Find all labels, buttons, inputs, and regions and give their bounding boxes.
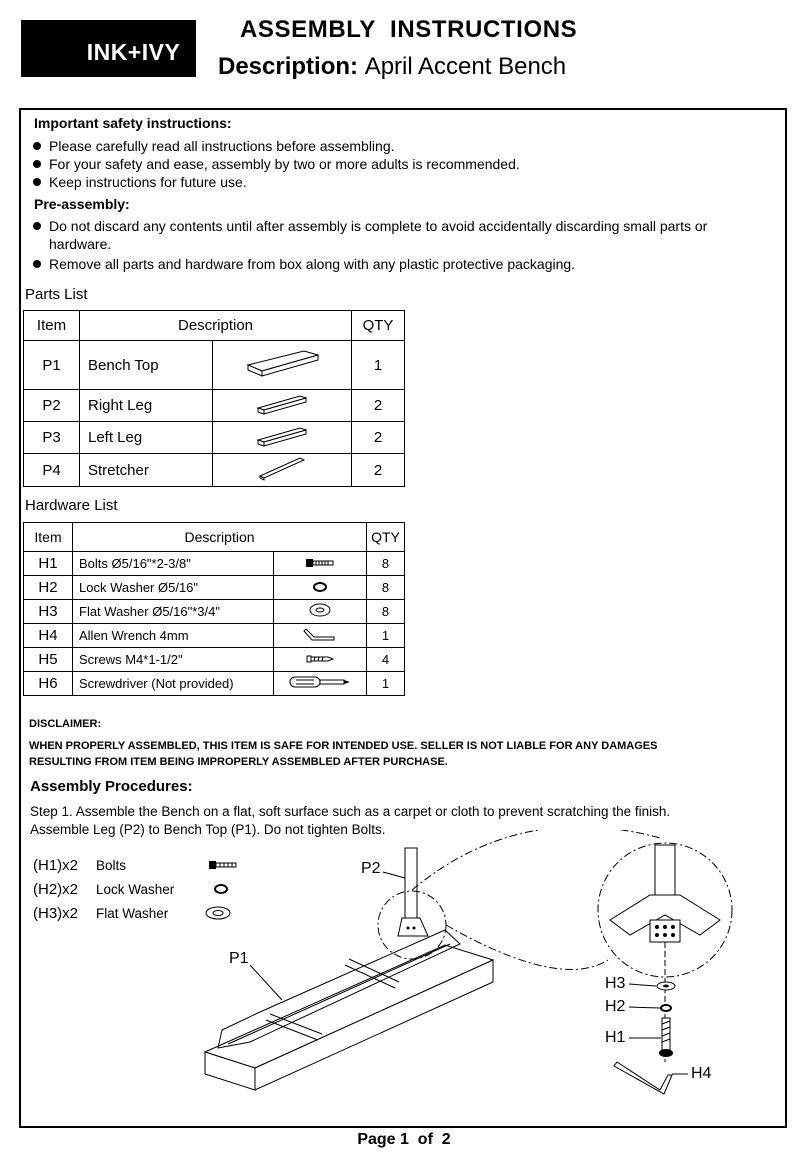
item-name: Screwdriver (Not provided) xyxy=(73,672,274,696)
bolt-icon xyxy=(274,552,367,576)
item-qty: 1 xyxy=(352,341,405,390)
item-code: H3 xyxy=(24,600,73,624)
bench-top-illustration xyxy=(213,341,352,390)
description-label: Description: xyxy=(218,53,359,80)
label-h4: H4 xyxy=(691,1065,712,1082)
table-row xyxy=(24,576,405,600)
disclaimer-line: WHEN PROPERLY ASSEMBLED, THIS ITEM IS SAFE FOR INTENDED USE. SELLER IS NOT LIABLE FOR ANY DAMAGES xyxy=(29,740,658,752)
plate-detail xyxy=(650,920,680,942)
safety-list xyxy=(33,137,520,191)
item-code: H6 xyxy=(24,672,73,696)
parts-list-label: Parts List xyxy=(25,286,88,303)
list-item: Keep instructions for future use. xyxy=(33,173,520,191)
hardware-table xyxy=(23,522,405,696)
description-value: April Accent Bench xyxy=(364,53,567,80)
disclaimer-title: DISCLAIMER: xyxy=(29,718,102,730)
table-row xyxy=(24,600,405,624)
bolt-hole xyxy=(407,927,410,930)
bolt-hole xyxy=(655,925,659,929)
item-code: P3 xyxy=(24,422,80,454)
item-name: Stretcher xyxy=(80,454,213,487)
label-h1: H1 xyxy=(605,1029,626,1046)
hardware-code: (H3)x2 xyxy=(33,904,79,922)
header-description: Description xyxy=(80,311,352,341)
lock-washer-part xyxy=(661,1005,671,1011)
leader-line xyxy=(629,1007,660,1008)
item-qty: 8 xyxy=(367,552,405,576)
hardware-list-label: Hardware List xyxy=(25,497,118,514)
flat-washer-hole xyxy=(663,985,669,988)
list-item: Please carefully read all instructions before assembling. xyxy=(33,137,520,155)
bolt-hole xyxy=(671,925,675,929)
left-leg-illustration xyxy=(213,422,352,454)
bolt-head xyxy=(659,1049,673,1057)
item-name: Screws M4*1-1/2" xyxy=(73,648,274,672)
label-p1: P1 xyxy=(229,950,249,967)
page-number: Page 1 of 2 xyxy=(357,1131,451,1148)
table-row xyxy=(24,648,405,672)
allen-wrench-part xyxy=(614,1062,672,1094)
hardware-name: Lock Washer xyxy=(96,881,175,897)
step-line: Assemble Leg (P2) to Bench Top (P1). Do not tighten Bolts. xyxy=(30,822,386,837)
item-qty: 4 xyxy=(367,648,405,672)
page-title: ASSEMBLY INSTRUCTIONS xyxy=(240,16,578,43)
item-qty: 8 xyxy=(367,576,405,600)
item-code: H1 xyxy=(24,552,73,576)
hardware-code: (H2)x2 xyxy=(33,880,79,898)
item-code: H4 xyxy=(24,624,73,648)
hardware-name: Flat Washer xyxy=(96,905,169,921)
label-h2: H2 xyxy=(605,998,626,1015)
item-qty: 8 xyxy=(367,600,405,624)
header-qty: QTY xyxy=(367,523,405,552)
item-name: Left Leg xyxy=(80,422,213,454)
bolt-hole xyxy=(655,933,659,937)
bolt-hole xyxy=(663,933,667,937)
stretcher-illustration xyxy=(213,454,352,487)
bolt-hole xyxy=(413,927,416,930)
assembly-illustration xyxy=(0,830,808,1130)
leg-p2 xyxy=(405,848,417,920)
description-line xyxy=(218,53,566,81)
item-qty: 1 xyxy=(367,624,405,648)
step-line: Step 1. Assemble the Bench on a flat, soft surface such as a carpet or cloth to prevent scratching the finish. xyxy=(30,804,671,819)
header-qty: QTY xyxy=(352,311,405,341)
label-h3: H3 xyxy=(605,975,626,992)
item-name: Right Leg xyxy=(80,390,213,422)
disclaimer-body xyxy=(29,738,657,770)
item-qty: 2 xyxy=(352,422,405,454)
pre-assembly-title: Pre-assembly: xyxy=(34,196,130,212)
header-description: Description xyxy=(73,523,367,552)
header-item: Item xyxy=(24,311,80,341)
pre-assembly-list xyxy=(33,217,753,273)
brand-logo xyxy=(21,20,196,77)
item-name: Bolts Ø5/16"*2-3/8" xyxy=(73,552,274,576)
item-name: Flat Washer Ø5/16"*3/4" xyxy=(73,600,274,624)
item-code: P4 xyxy=(24,454,80,487)
leader-line xyxy=(383,872,405,878)
item-name: Lock Washer Ø5/16" xyxy=(73,576,274,600)
table-row xyxy=(24,552,405,576)
table-row xyxy=(24,624,405,648)
parts-table xyxy=(23,310,405,487)
right-leg-illustration xyxy=(213,390,352,422)
bolt-hole xyxy=(671,933,675,937)
callout-connector xyxy=(412,830,660,890)
item-name: Bench Top xyxy=(80,341,213,390)
table-row xyxy=(24,422,405,454)
leader-line xyxy=(250,965,282,1000)
list-item: For your safety and ease, assembly by two or more adults is recommended. xyxy=(33,155,520,173)
list-item: Remove all parts and hardware from box along with any plastic protective packaging. xyxy=(33,255,753,273)
table-row xyxy=(24,454,405,487)
allen-wrench-icon xyxy=(274,624,367,648)
list-item: Do not discard any contents until after assembly is complete to avoid accidentally discarding small parts or hardware. xyxy=(33,217,753,253)
table-row xyxy=(24,390,405,422)
hardware-name: Bolts xyxy=(96,857,127,873)
item-code: H5 xyxy=(24,648,73,672)
screw-icon xyxy=(274,648,367,672)
item-code: P1 xyxy=(24,341,80,390)
item-qty: 1 xyxy=(367,672,405,696)
lock-washer-icon xyxy=(274,576,367,600)
flat-washer-icon xyxy=(274,600,367,624)
item-code: H2 xyxy=(24,576,73,600)
hardware-code: (H1)x2 xyxy=(33,856,79,874)
item-code: P2 xyxy=(24,390,80,422)
safety-title: Important safety instructions: xyxy=(34,115,232,131)
label-p2: P2 xyxy=(361,860,381,877)
item-name: Allen Wrench 4mm xyxy=(73,624,274,648)
table-row xyxy=(24,341,405,390)
procedures-title: Assembly Procedures: xyxy=(30,778,193,795)
disclaimer-line: RESULTING FROM ITEM BEING IMPROPERLY ASSEMBLED AFTER PURCHASE. xyxy=(29,756,448,768)
table-row xyxy=(24,672,405,696)
leader-line xyxy=(629,984,656,986)
header-item: Item xyxy=(24,523,73,552)
screwdriver-icon xyxy=(274,672,367,696)
item-qty: 2 xyxy=(352,454,405,487)
brand-name: INK+IVY xyxy=(86,39,181,65)
bolt-hole xyxy=(663,925,667,929)
item-qty: 2 xyxy=(352,390,405,422)
